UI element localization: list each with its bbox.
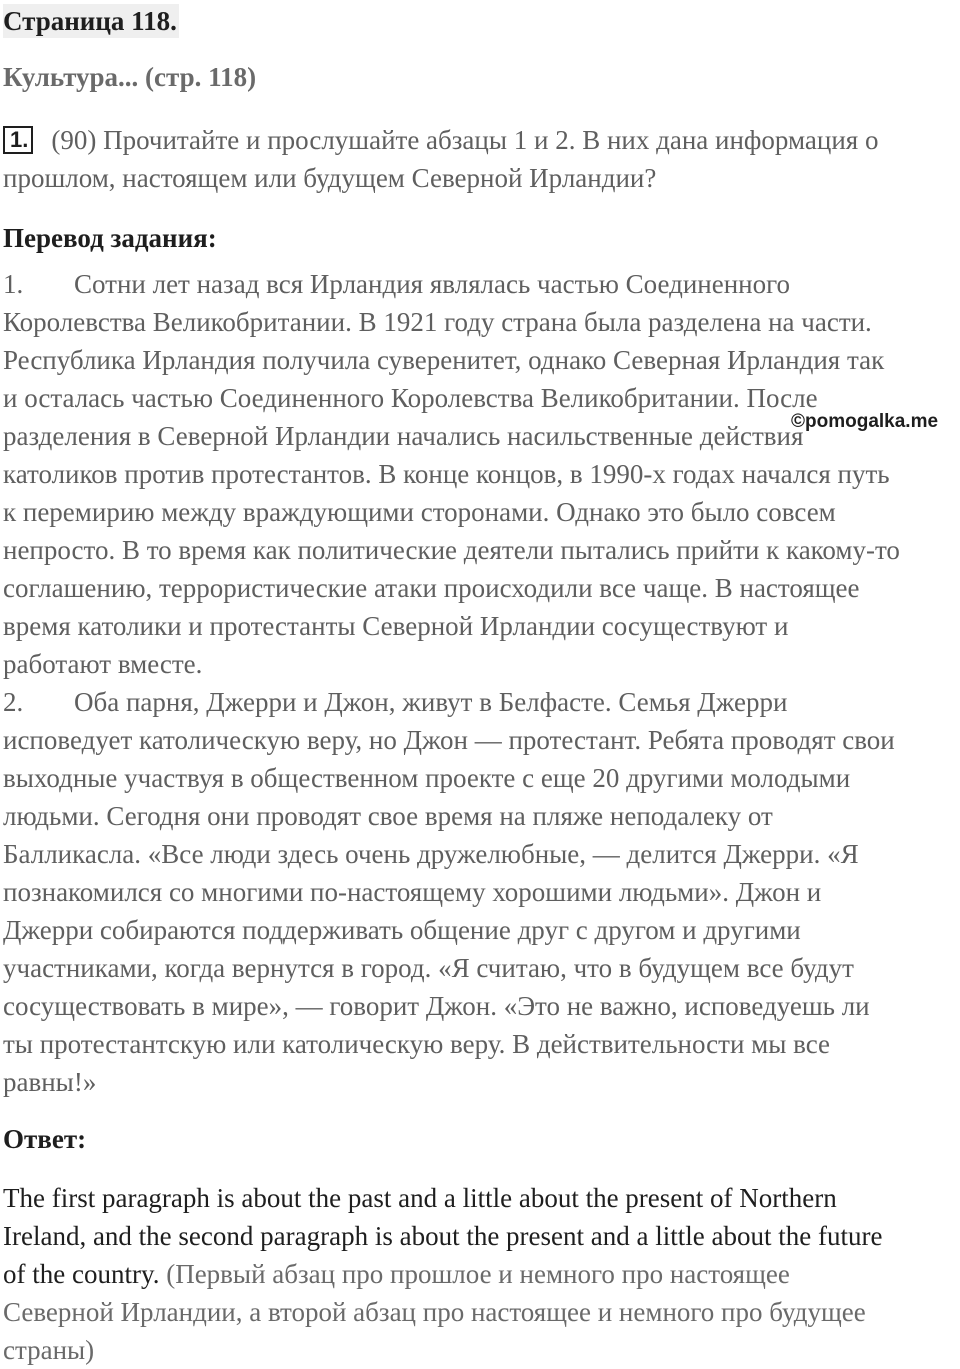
paragraph-2-line: сосуществовать в мире», — говорит Джон. «Это не важно, исповедуешь ли xyxy=(3,991,870,1021)
page-title: Страница 118. xyxy=(3,6,177,36)
answer-english-line: The first paragraph is about the past and a little about the present of Northern xyxy=(3,1183,837,1213)
paragraph-1-line: время католики и протестанты Северной Ирландии сосуществуют и xyxy=(3,611,789,641)
paragraph-1-number: 1. xyxy=(3,269,24,299)
task-text: (90) Прочитайте и прослушайте абзацы 1 и 2. В них дана информация о прошлом, настоящем или будущем Северной Ирландии? xyxy=(3,125,879,193)
paragraph-1 xyxy=(3,265,960,683)
paragraph-2-line: ты протестантскую или католическую веру. В действительности мы все xyxy=(3,1029,831,1059)
answer-mixed-line xyxy=(3,1255,960,1293)
answer-russian-fragment: (Первый абзац про прошлое и немного про настоящее xyxy=(159,1259,790,1289)
paragraph-2-line: познакомился со многими по-настоящему хорошими людьми». Джон и xyxy=(3,877,822,907)
watermark: ©pomogalka.me xyxy=(791,411,939,432)
paragraph-2-number: 2. xyxy=(3,687,24,717)
paragraph-1-line: разделения в Северной Ирландии начались насильственные действия xyxy=(3,421,804,451)
paragraph-2-line: Балликасла. «Все люди здесь очень дружелюбные, — делится Джерри. «Я xyxy=(3,839,859,869)
paragraph-2-line: 2. Оба парня, Джерри и Джон, живут в Белфасте. Семья Джерри xyxy=(3,683,960,721)
answer-russian-line: страны) xyxy=(3,1335,95,1365)
paragraph-1-line: соглашению, террористические атаки происходили все чаще. В настоящее xyxy=(3,573,860,603)
paragraph-1-line: к перемирию между враждующими сторонами. Однако это было совсем xyxy=(3,497,836,527)
task-number-badge: 1. xyxy=(3,126,33,154)
answer-english-line: Ireland, and the second paragraph is about the present and a little about the future xyxy=(3,1221,883,1251)
paragraph-1-line: и осталась частью Соединенного Королевства Великобритании. После xyxy=(3,383,818,413)
paragraph-1-line: непросто. В то время как политические деятели пытались прийти к какому-то xyxy=(3,535,900,565)
paragraph-1-line: Республика Ирландия получила суверенитет, однако Северная Ирландия так xyxy=(3,345,885,375)
paragraph-2-line: исповедует католическую веру, но Джон — протестант. Ребята проводят свои xyxy=(3,725,895,755)
paragraph-2-line: Джерри собираются поддерживать общение друг с другом и другими xyxy=(3,915,801,945)
paragraph-2-line: выходные участвуя в общественном проекте с еще 20 другими молодыми xyxy=(3,763,851,793)
translation-heading: Перевод задания: xyxy=(3,223,217,253)
paragraph-2 xyxy=(3,683,960,1101)
answer-heading: Ответ: xyxy=(3,1124,87,1154)
paragraph-1-line: католиков против протестантов. В конце концов, в 1990-х годах начался путь xyxy=(3,459,890,489)
paragraph-2-line: участниками, когда вернутся в город. «Я считаю, что в будущем все будут xyxy=(3,953,854,983)
paragraph-2-line: равны!» xyxy=(3,1067,97,1097)
answer-text xyxy=(3,1179,960,1369)
paragraph-1-line: работают вместе. xyxy=(3,649,203,679)
answer-russian-line: Северной Ирландии, а второй абзац про настоящее и немного про будущее xyxy=(3,1297,866,1327)
paragraph-1-line: 1. Сотни лет назад вся Ирландия являлась частью Соединенного xyxy=(3,265,960,303)
section-title: Культура... (стр. 118) xyxy=(3,62,257,92)
task-statement xyxy=(3,121,958,197)
answer-english-fragment: of the country. xyxy=(3,1259,160,1289)
paragraph-1-line: Королевства Великобритании. В 1921 году страна была разделена на части. xyxy=(3,307,872,337)
paragraph-2-line: людьми. Сегодня они проводят свое время на пляже неподалеку от xyxy=(3,801,773,831)
